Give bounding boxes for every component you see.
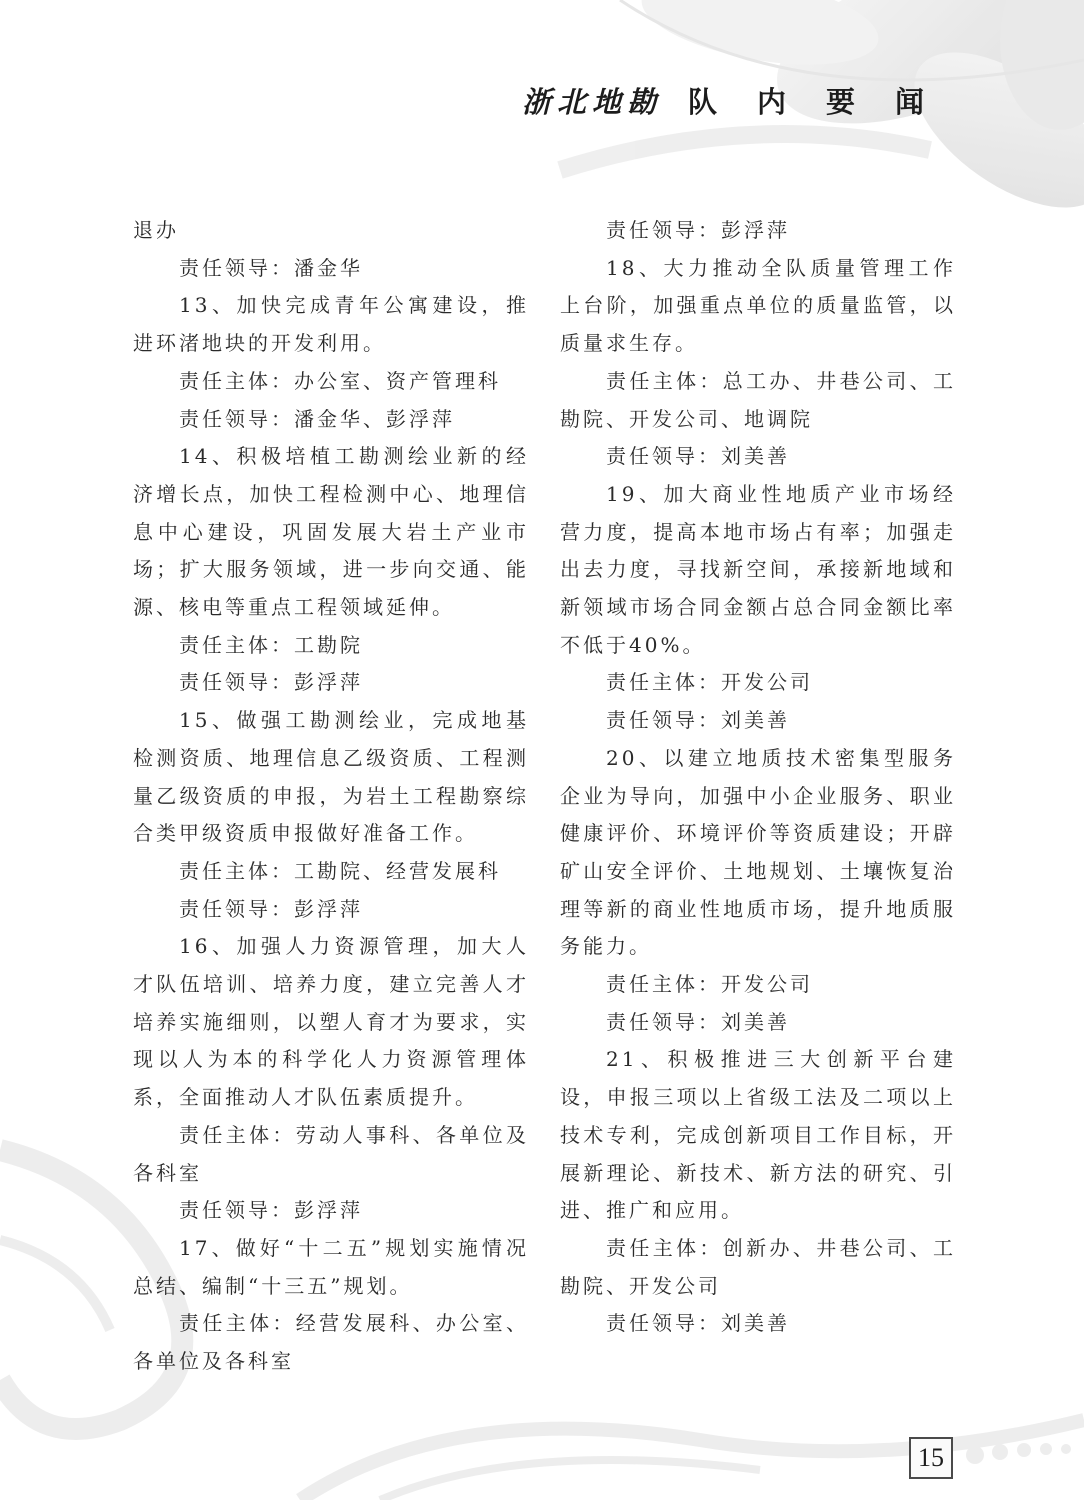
paragraph: 责任主体：创新办、井巷公司、工勘院、开发公司 [560, 1235, 956, 1298]
paragraph: 14、积极培植工勘测绘业新的经济增长点，加快工程检测中心、地理信息中心建设，巩固发展大岩土产业市场；扩大服务领域，进一步向交通、能源、核电等重点工程领域延伸。 [133, 444, 529, 620]
paragraph: 责任领导：彭浮萍 [179, 896, 363, 921]
paragraph: 退办 [133, 218, 179, 242]
right-text-column [560, 212, 956, 1343]
publication-title: 浙北地勘 [522, 85, 663, 119]
page-header [522, 80, 964, 121]
paragraph: 16、加强人力资源管理，加大人才队伍培训、培养力度，建立完善人才培养实施细则，以塑人育才为要求，实现以人为本的科学化人力资源管理体系，全面推动人才队伍素质提升。 [133, 934, 529, 1110]
paragraph: 17、做好“十二五”规划实施情况总结、编制“十三五”规划。 [133, 1235, 529, 1298]
page-number: 15 [909, 1437, 953, 1479]
paragraph: 20、以建立地质技术密集型服务企业为导向，加强中小企业服务、职业健康评价、环境评价等资质建设；开辟矿山安全评价、土地规划、土壤恢复治理等新的商业性地质市场，提升地质服务能力。 [560, 745, 956, 959]
paragraph: 责任主体：工勘院 [179, 632, 363, 657]
paragraph: 责任领导：刘美善 [606, 1009, 790, 1034]
left-text-column [133, 212, 529, 1381]
paragraph: 责任主体：工勘院、经营发展科 [179, 858, 501, 883]
paragraph: 责任主体：办公室、资产管理科 [179, 368, 501, 393]
paragraph: 13、加快完成青年公寓建设，推进环渚地块的开发利用。 [133, 293, 529, 356]
paragraph: 责任领导：彭浮萍 [179, 670, 363, 695]
paragraph: 责任领导：彭浮萍 [606, 218, 790, 242]
paragraph: 责任主体：劳动人事科、各单位及各科室 [133, 1122, 529, 1185]
section-title: 队内要闻 [688, 85, 965, 119]
paragraph: 责任领导：刘美善 [606, 1311, 790, 1336]
paragraph: 18、大力推动全队质量管理工作上台阶，加强重点单位的质量监管，以质量求生存。 [560, 255, 956, 356]
paragraph: 责任主体：经营发展科、办公室、各单位及各科室 [133, 1311, 529, 1374]
paragraph: 责任主体：总工办、井巷公司、工勘院、开发公司、地调院 [560, 368, 956, 431]
paragraph: 责任领导：刘美善 [606, 708, 790, 733]
paragraph: 责任领导：潘金华、彭浮萍 [179, 406, 455, 431]
paragraph: 21、积极推进三大创新平台建设，申报三项以上省级工法及二项以上技术专利，完成创新项目工作目标，开展新理论、新技术、新方法的研究、引进、推广和应用。 [560, 1047, 956, 1223]
paragraph: 责任领导：潘金华 [179, 255, 363, 280]
paragraph: 责任领导：彭浮萍 [179, 1198, 363, 1223]
paragraph: 责任主体：开发公司 [606, 972, 813, 997]
paragraph: 责任主体：开发公司 [606, 670, 813, 695]
paragraph: 责任领导：刘美善 [606, 444, 790, 469]
paragraph: 15、做强工勘测绘业，完成地基检测资质、地理信息乙级资质、工程测量乙级资质的申报，为岩土工程勘察综合类甲级资质申报做好准备工作。 [133, 708, 529, 846]
paragraph: 19、加大商业性地质产业市场经营力度，提高本地市场占有率；加强走出去力度，寻找新空间，承接新地域和新领域市场合同金额占总合同金额比率不低于40%。 [560, 481, 956, 657]
